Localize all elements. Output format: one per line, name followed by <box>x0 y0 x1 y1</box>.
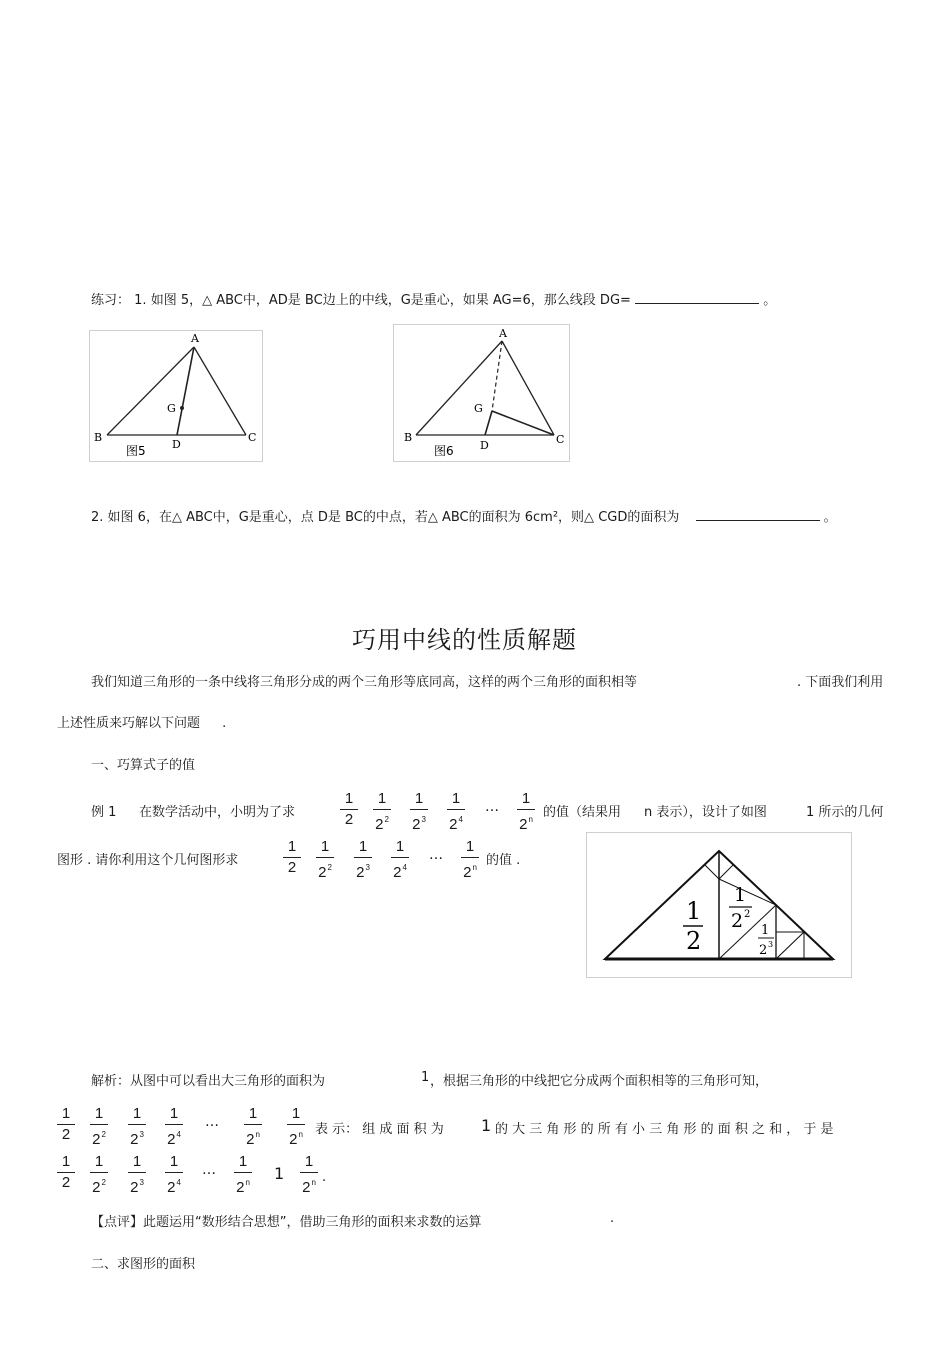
fraction: 1 $2^4$ <box>163 1153 185 1197</box>
example-1-text-b: 的值（结果用 <box>543 805 622 820</box>
figure-6 <box>393 324 570 462</box>
solution-one-2: 1 <box>481 1116 492 1135</box>
fraction: 1 2$^n$ <box>298 1153 320 1197</box>
figure-5 <box>89 330 263 462</box>
exercise-prefix: 练习： <box>91 293 131 308</box>
label-A: A <box>499 327 507 340</box>
solution-one: 1 <box>421 1070 430 1085</box>
fig1-quarter-num: 1 <box>734 884 747 906</box>
exercise-2 <box>91 506 837 525</box>
figure-1 <box>586 832 852 978</box>
label-B: B <box>404 431 413 444</box>
fraction: 1 2 <box>281 838 303 877</box>
fraction: 1 $2^2$ <box>88 1153 110 1197</box>
example-1-label: 例 1 <box>91 805 117 820</box>
solution-text-b: ，根据三角形的中线把它分成两个面积相等的三角形可知， <box>430 1074 769 1089</box>
fraction: 1 2$^n$ <box>515 790 537 834</box>
intro-text-1-end: . 下面我们利用 <box>797 675 884 690</box>
fraction: 1 $2^4$ <box>389 838 411 882</box>
fraction: 1 $2^4$ <box>445 790 467 834</box>
label-A: A <box>191 332 199 345</box>
fig1-eighth-num: 1 <box>761 923 770 938</box>
fraction: 1 $2^2$ <box>371 790 393 834</box>
part-2-heading: 二、求图形的面积 <box>91 1257 196 1272</box>
exercise-1-text: 1. 如图 5，△ ABC中，AD是 BC边上的中线，G是重心，如果 AG=6，那么线段 DG= <box>134 293 631 308</box>
equation-period: . <box>322 1170 327 1185</box>
part-1-heading: 一、巧算式子的值 <box>91 758 196 773</box>
exercise-1-end: 。 <box>763 293 777 308</box>
fraction: 1 $2^2$ <box>314 838 336 882</box>
label-G: G <box>474 402 483 415</box>
fraction: 1 2$^n$ <box>459 838 481 882</box>
fraction: 1 2$^n$ <box>232 1153 254 1197</box>
answer-blank-2[interactable] <box>696 506 820 521</box>
label-C: C <box>248 431 257 444</box>
section-title: 巧用中线的性质解题 <box>352 626 577 654</box>
fraction: 1 $2^2$ <box>88 1105 110 1149</box>
comment-text: 【点评】此题运用“数形结合思想”，借助三角形的面积来求数的运算 <box>91 1215 482 1230</box>
label-D: D <box>172 438 181 451</box>
fig1-quarter-den: 2 <box>731 910 744 932</box>
fraction: 1 2 <box>55 1105 77 1144</box>
exercise-2-text: 2. 如图 6，在△ ABC中，G是重心，点 D是 BC的中点，若△ ABC的面积为 6cm²，则△ CGD的面积为 <box>91 510 680 525</box>
answer-blank-1[interactable] <box>635 289 759 304</box>
figure-5-caption: 图5 <box>126 444 146 458</box>
label-B: B <box>94 431 103 444</box>
example-1-text-d: 图形 . 请你利用这个几何图形求 <box>57 853 239 868</box>
fig1-quarter-exp: 2 <box>744 909 751 920</box>
fig1-eighth-exp: 3 <box>768 940 774 949</box>
fraction: 1 2$^n$ <box>285 1105 307 1149</box>
figure-6-svg <box>394 325 569 461</box>
exercise-1 <box>91 289 776 308</box>
fig1-eighth-den: 2 <box>759 943 768 958</box>
ellipsis: … <box>429 847 443 863</box>
fraction: 1 $2^3$ <box>126 1153 148 1197</box>
solution-text-c: 表 示： 组 成 面 积 为 <box>315 1122 444 1137</box>
ellipsis: … <box>202 1162 216 1178</box>
figure-1-svg <box>587 833 851 977</box>
ellipsis: … <box>485 799 499 815</box>
example-1-text-c: 1 所示的几何 <box>806 805 884 820</box>
intro-text-1: 我们知道三角形的一条中线将三角形分成的两个三角形等底同高，这样的两个三角形的面积相等 <box>91 675 638 690</box>
fraction: 1 $2^3$ <box>126 1105 148 1149</box>
label-C: C <box>556 433 565 446</box>
figure-6-caption: 图6 <box>434 444 454 458</box>
label-D: D <box>480 439 489 452</box>
figure-5-svg <box>90 331 262 461</box>
intro-text-2-end: . <box>222 716 227 731</box>
fraction: 1 2 <box>55 1153 77 1192</box>
fraction: 1 2 <box>338 790 360 829</box>
solution-text-a: 解析：从图中可以看出大三角形的面积为 <box>91 1074 326 1089</box>
fraction: 1 $2^4$ <box>163 1105 185 1149</box>
fraction: 1 $2^3$ <box>408 790 430 834</box>
intro-line-2 <box>57 712 226 731</box>
fig1-half-num: 1 <box>686 897 702 925</box>
comment-end: . <box>610 1211 615 1226</box>
fraction: 1 $2^3$ <box>352 838 374 882</box>
exercise-2-end: 。 <box>823 510 837 525</box>
fraction: 1 2$^n$ <box>242 1105 264 1149</box>
intro-text-2: 上述性质来巧解以下问题 <box>57 716 201 731</box>
equation-one: 1 <box>274 1164 285 1183</box>
fig1-half-den: 2 <box>686 927 702 955</box>
example-1-text-a: 在数学活动中，小明为了求 <box>139 805 296 820</box>
example-1-text-n: n 表示），设计了如图 <box>644 805 767 820</box>
label-G: G <box>167 402 176 415</box>
ellipsis: … <box>205 1114 219 1130</box>
solution-text-d: 的 大 三 角 形 的 所 有 小 三 角 形 的 面 积 之 和 ， 于 是 <box>495 1122 834 1137</box>
example-1-text-e: 的值 . <box>486 853 521 868</box>
intro-line-1 <box>91 671 901 690</box>
